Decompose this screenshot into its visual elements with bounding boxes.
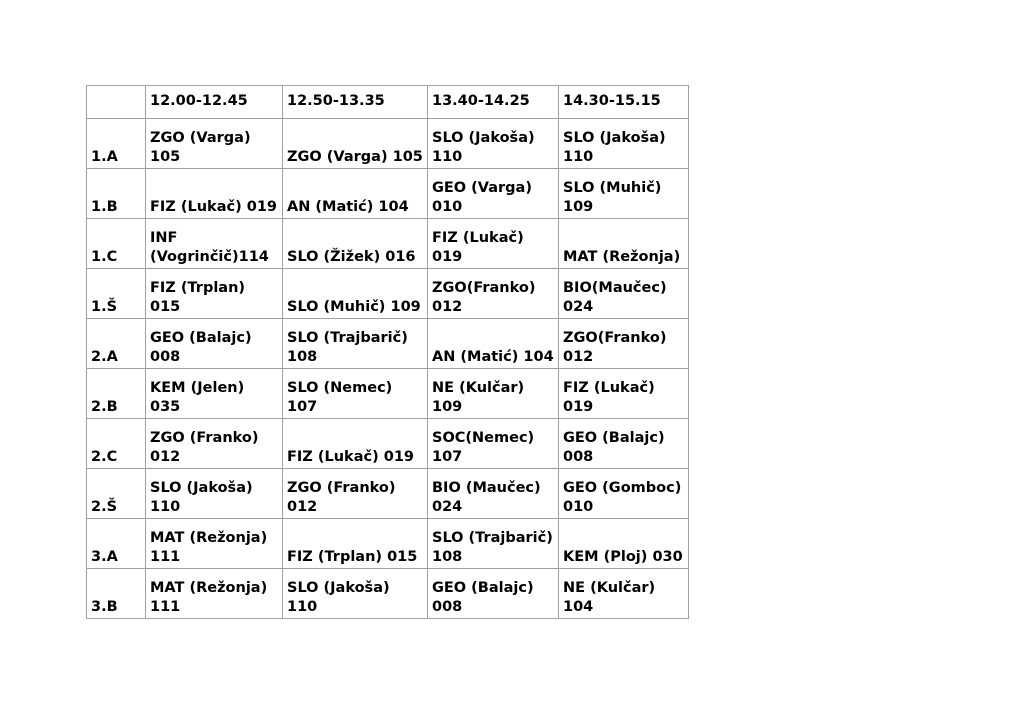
lesson-cell: FIZ (Trplan) 015 <box>146 269 283 319</box>
lesson-cell: NE (Kulčar) 104 <box>559 569 689 619</box>
lesson-cell: ZGO(Franko) 012 <box>428 269 559 319</box>
lesson-cell: MAT (Režonja) 111 <box>146 569 283 619</box>
lesson-cell: SLO (Jakoša) 110 <box>283 569 428 619</box>
lesson-cell: GEO (Varga) 010 <box>428 169 559 219</box>
table-row <box>87 519 689 569</box>
table-row <box>87 469 689 519</box>
lesson-cell: SLO (Trajbarič) 108 <box>428 519 559 569</box>
lesson-cell: BIO(Maučec) 024 <box>559 269 689 319</box>
class-label: 3.A <box>87 519 146 569</box>
table-row <box>87 219 689 269</box>
lesson-cell: SLO (Jakoša) 110 <box>559 119 689 169</box>
table-row <box>87 319 689 369</box>
table-row <box>87 169 689 219</box>
lesson-cell: FIZ (Lukač) 019 <box>283 419 428 469</box>
table-row <box>87 269 689 319</box>
class-label: 1.A <box>87 119 146 169</box>
lesson-cell: BIO (Maučec) 024 <box>428 469 559 519</box>
lesson-cell: FIZ (Trplan) 015 <box>283 519 428 569</box>
lesson-cell: FIZ (Lukač) 019 <box>428 219 559 269</box>
time-slot-header: 12.00-12.45 <box>146 86 283 119</box>
lesson-cell: ZGO (Varga) 105 <box>146 119 283 169</box>
lesson-cell: ZGO (Franko) 012 <box>146 419 283 469</box>
class-label: 2.Š <box>87 469 146 519</box>
header-row <box>87 86 689 119</box>
timetable-body <box>87 86 689 619</box>
lesson-cell: FIZ (Lukač) 019 <box>559 369 689 419</box>
lesson-cell: GEO (Balajc) 008 <box>428 569 559 619</box>
class-label: 2.B <box>87 369 146 419</box>
class-label: 1.C <box>87 219 146 269</box>
lesson-cell: SLO (Žižek) 016 <box>283 219 428 269</box>
lesson-cell: SLO (Jakoša) 110 <box>146 469 283 519</box>
class-label: 1.Š <box>87 269 146 319</box>
lesson-cell: FIZ (Lukač) 019 <box>146 169 283 219</box>
lesson-cell: SLO (Nemec) 107 <box>283 369 428 419</box>
class-label: 2.C <box>87 419 146 469</box>
lesson-cell: SLO (Trajbarič) 108 <box>283 319 428 369</box>
table-row <box>87 569 689 619</box>
lesson-cell: GEO (Balajc) 008 <box>559 419 689 469</box>
timetable <box>86 85 689 619</box>
lesson-cell: ZGO (Franko) 012 <box>283 469 428 519</box>
lesson-cell: KEM (Jelen) 035 <box>146 369 283 419</box>
time-slot-header: 13.40-14.25 <box>428 86 559 119</box>
time-slot-header: 12.50-13.35 <box>283 86 428 119</box>
lesson-cell: AN (Matić) 104 <box>428 319 559 369</box>
lesson-cell: SOC(Nemec) 107 <box>428 419 559 469</box>
lesson-cell: ZGO (Varga) 105 <box>283 119 428 169</box>
class-label: 2.A <box>87 319 146 369</box>
lesson-cell: AN (Matić) 104 <box>283 169 428 219</box>
lesson-cell: MAT (Režonja) <box>559 219 689 269</box>
lesson-cell: ZGO(Franko) 012 <box>559 319 689 369</box>
class-label: 1.B <box>87 169 146 219</box>
lesson-cell: INF (Vogrinčič)114 <box>146 219 283 269</box>
corner-cell <box>87 86 146 119</box>
lesson-cell: KEM (Ploj) 030 <box>559 519 689 569</box>
lesson-cell: NE (Kulčar) 109 <box>428 369 559 419</box>
time-slot-header: 14.30-15.15 <box>559 86 689 119</box>
table-row <box>87 419 689 469</box>
lesson-cell: GEO (Balajc) 008 <box>146 319 283 369</box>
table-row <box>87 369 689 419</box>
lesson-cell: MAT (Režonja) 111 <box>146 519 283 569</box>
lesson-cell: SLO (Muhič) 109 <box>283 269 428 319</box>
lesson-cell: GEO (Gomboc) 010 <box>559 469 689 519</box>
class-label: 3.B <box>87 569 146 619</box>
lesson-cell: SLO (Jakoša) 110 <box>428 119 559 169</box>
table-row <box>87 119 689 169</box>
lesson-cell: SLO (Muhič) 109 <box>559 169 689 219</box>
